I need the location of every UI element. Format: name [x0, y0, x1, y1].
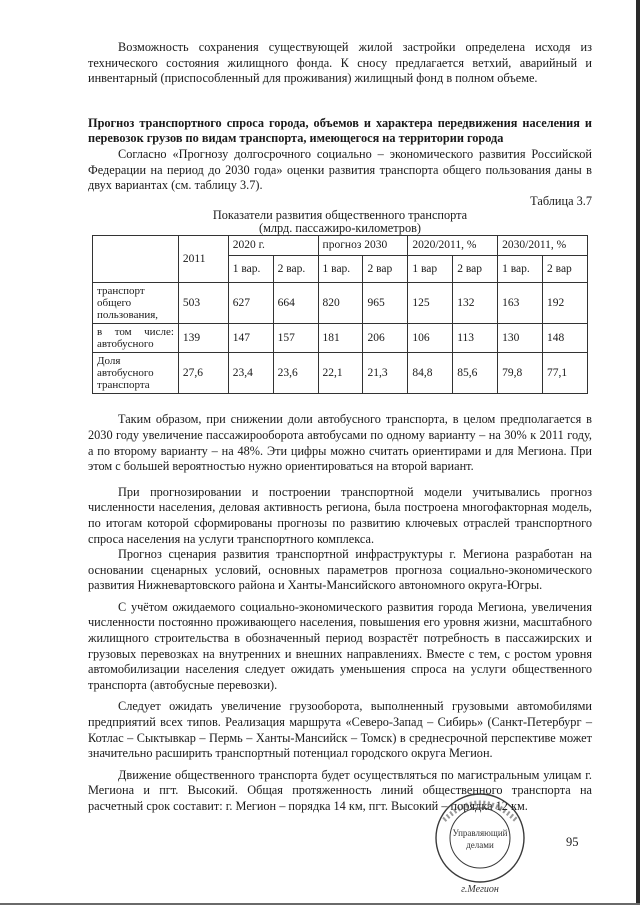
table-cell: 77,1 — [543, 353, 588, 394]
variant-header: 2 вар — [543, 256, 588, 283]
year-header: 2011 — [178, 236, 228, 283]
row-label: транспорт общего пользования, — [93, 283, 179, 324]
page-number: 95 — [566, 835, 579, 849]
group-header: 2030/2011, % — [498, 236, 588, 256]
table-cell: 130 — [498, 324, 543, 353]
document-page — [88, 40, 592, 815]
section-heading: Прогноз транспортного спроса города, объемов и характера передвижения населения и перевозок грузов по видам транспорта, имеющегося на территории города — [88, 115, 592, 146]
seal-arc-lettering — [444, 803, 516, 820]
group-header: 2020/2011, % — [408, 236, 498, 256]
table-header-row — [93, 236, 588, 256]
table-cell: 84,8 — [408, 353, 453, 394]
table-cell: 206 — [363, 324, 408, 353]
table-cell: 820 — [318, 283, 363, 324]
seal-center-line2: делами — [466, 840, 494, 850]
table-subtitle: (млрд. пассажиро-километров) — [258, 221, 421, 236]
corner-cell — [93, 236, 179, 283]
variant-header: 1 вар — [408, 256, 453, 283]
transport-stats-table — [92, 235, 588, 394]
body-paragraph: При прогнозировании и построении транспортной модели учитывались прогноз численности населения, деловая активность региона, была построена многофакторная модель, по итогам которой сформированы прогнозы по развитию ключевых отраслей транспортного спроса населения на услуги транспортного комплекса. — [88, 484, 592, 546]
seal-outer-ring — [436, 794, 524, 882]
forecast-paragraph: Согласно «Прогнозу долгосрочного социально – экономического развития Российской Федерации на период до 2030 года» оценки развития транспорта общего пользования даны в двух вариантах (см. таблицу 3.7). — [88, 146, 592, 193]
seal-inner-ring — [450, 808, 510, 868]
table-number: Таблица 3.7 — [530, 193, 592, 208]
table-cell: 113 — [453, 324, 498, 353]
table-cell: 21,3 — [363, 353, 408, 394]
row-label: Доля автобусного транспорта — [93, 353, 179, 394]
variant-header: 1 вар. — [228, 256, 273, 283]
row-label: в том числе: автобусного — [93, 324, 179, 353]
table-cell: 139 — [178, 324, 228, 353]
table-cell: 965 — [363, 283, 408, 324]
table-cell: 132 — [453, 283, 498, 324]
table-cell: 23,4 — [228, 353, 273, 394]
table-cell: 163 — [498, 283, 543, 324]
table-cell: 627 — [228, 283, 273, 324]
body-paragraph: Таким образом, при снижении доли автобусного транспорта, в целом предполагается в 2030 году увеличение пассажирооборота автобусами по одному варианту – на 30% к 2011 году, а по второму варианту – на 48%. Эти цифры можно считать ориентирами и для Мегиона. При этом с большей вероятностью нужно ориентироваться на второй вариант. — [88, 412, 592, 474]
variant-header: 1 вар. — [498, 256, 543, 283]
seal-bottom-text: г.Мегион — [461, 884, 499, 895]
body-paragraph: Следует ожидать увеличение грузооборота, выполненный грузовыми автомобилями предприятий всех типов. Реализация маршрута «Северо-Запад – Сибирь» (Санкт-Петербург – Котлас – Сыктывкар – Пермь – Ханты-Мансийск – Томск) в среднесрочной перспективе может значительно расширить транспортный потенциал городского округа Мегион. — [88, 699, 592, 761]
table-cell: 23,6 — [273, 353, 318, 394]
variant-header: 2 вар — [453, 256, 498, 283]
variant-header: 1 вар. — [318, 256, 363, 283]
table-cell: 503 — [178, 283, 228, 324]
intro-paragraph: Возможность сохранения существующей жилой застройки определена исходя из технического состояния жилищного фонда. К сносу предлагается ветхий, аварийный и инвентарный (приспособленный для проживания) жилищный фонд в полном объеме. — [88, 40, 592, 86]
variant-header: 2 вар — [363, 256, 408, 283]
group-header: прогноз 2030 — [318, 236, 408, 256]
table-row — [93, 324, 588, 353]
table-cell: 106 — [408, 324, 453, 353]
table-cell: 22,1 — [318, 353, 363, 394]
body-paragraph: Прогноз сценария развития транспортной инфраструктуры г. Мегиона разработан на основании сценарных условий, основных параметров прогноза социально-экономического развития Нижневартовского района и Ханты-Мансийского автономного округа-Югры. — [88, 547, 592, 593]
table-cell: 27,6 — [178, 353, 228, 394]
group-header: 2020 г. — [228, 236, 318, 256]
table-title: Показатели развития общественного транспорта — [212, 208, 468, 223]
body-paragraph: С учётом ожидаемого социально-экономического развития города Мегиона, увеличения численности постоянно проживающего населения, повышения его уровня жизни, масштабного жилищного строительства в обозначенный период возрастёт потребность в пассажирских и грузовых перевозках на внутренних и внешних направлениях. Вместе с тем, с ростом уровня автомобилизации населения следует ожидать уменьшения спроса на услуги общественного транспорта (автобусные перевозки). — [88, 599, 592, 692]
table-cell: 157 — [273, 324, 318, 353]
official-seal-stamp — [418, 792, 542, 896]
variant-header: 2 вар. — [273, 256, 318, 283]
table-row — [93, 283, 588, 324]
table-cell: 192 — [543, 283, 588, 324]
scan-edge-right — [636, 0, 640, 905]
seal-center-line1: Управляющий — [452, 828, 508, 838]
body-paragraph: Движение общественного транспорта будет осуществляться по магистральным улицам г. Мегиона и пгт. Высокий. Общая протяженность линий общественного транспорта на расчетный срок составит: г. Мегион – порядка 14 км, пгт. Высокий – порядка 12 км. — [88, 767, 592, 813]
table-cell: 664 — [273, 283, 318, 324]
table-cell: 147 — [228, 324, 273, 353]
table-cell: 181 — [318, 324, 363, 353]
table-row — [93, 353, 588, 394]
table-cell: 85,6 — [453, 353, 498, 394]
table-cell: 125 — [408, 283, 453, 324]
table-cell: 148 — [543, 324, 588, 353]
table-cell: 79,8 — [498, 353, 543, 394]
